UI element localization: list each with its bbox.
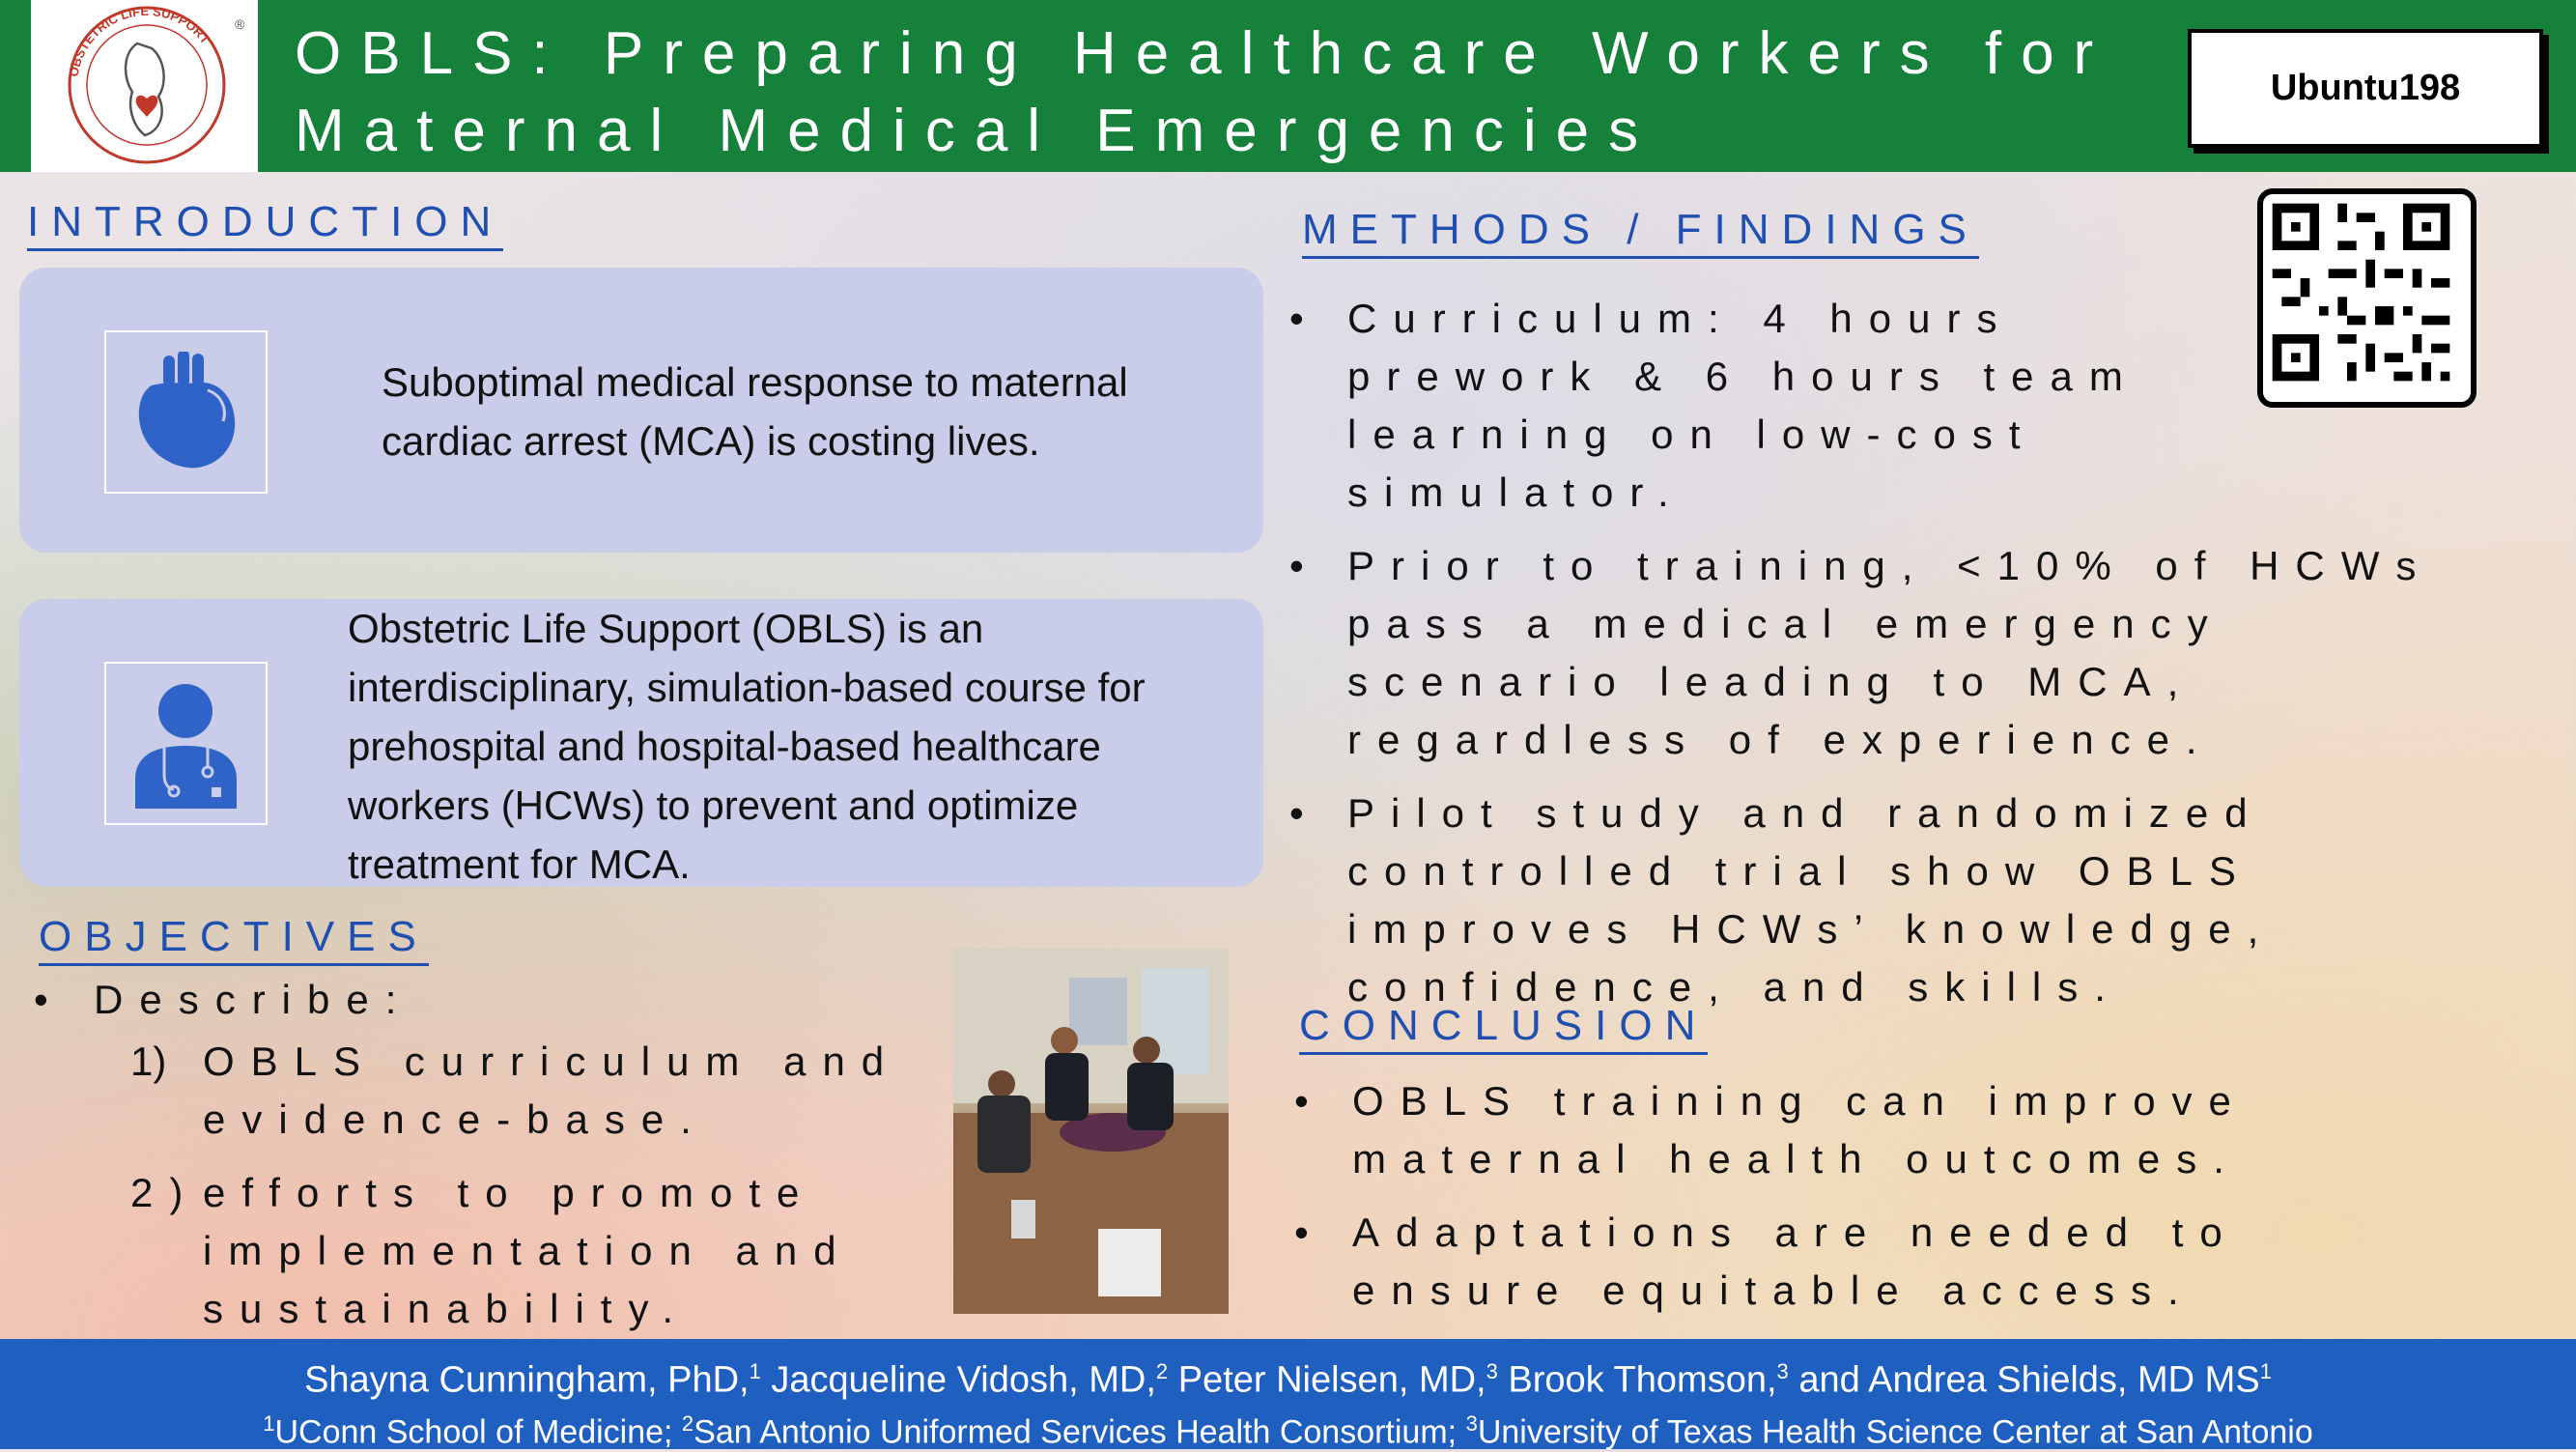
- author-name: Brook Thomson,: [1497, 1359, 1777, 1401]
- objectives-lead-text: Describe:: [94, 977, 413, 1022]
- objective-text: efforts to promote implementation and sustainability.: [203, 1170, 853, 1331]
- bullet-dot: •: [1289, 296, 1304, 341]
- title-line-2: Maternal Medical Emergencies: [295, 98, 1658, 164]
- intro-card-2: [19, 599, 1263, 887]
- objective-text: OBLS curriculum and evidence-base.: [203, 1039, 901, 1142]
- objectives-heading: OBJECTIVES: [39, 913, 429, 966]
- title-line-1: OBLS: Preparing Healthcare Workers for: [295, 20, 2113, 87]
- author-name: Peter Nielsen, MD,: [1168, 1359, 1486, 1401]
- objective-item: [34, 1164, 942, 1338]
- affiliation-name: San Antonio Uniformed Services Health Consortium;: [694, 1412, 1466, 1450]
- objectives-lead: [34, 971, 942, 1029]
- conclusion-bullet-text: OBLS training can improve maternal health outcomes.: [1352, 1078, 2248, 1182]
- conclusion-list: [1294, 1072, 2376, 1335]
- objective-number: 1): [130, 1039, 167, 1084]
- author-name: Jacqueline Vidosh, MD,: [760, 1359, 1156, 1401]
- affiliation-mark: 3: [1465, 1410, 1478, 1436]
- methods-bullet-text: Prior to training, <10% of HCWs pass a medical emergency scenario leading to MCA, regardless of experience.: [1347, 543, 2433, 762]
- objective-item: [34, 1033, 942, 1149]
- poster-title: [295, 15, 2226, 170]
- affiliation-mark: 1: [749, 1359, 761, 1383]
- affiliation-mark: 2: [681, 1410, 694, 1436]
- heart-icon-box: [104, 330, 268, 494]
- objectives-list: [34, 971, 942, 1338]
- bullet-dot: •: [1294, 1210, 1309, 1255]
- bullet-dot: •: [1294, 1078, 1309, 1124]
- intro-card-1-text: Suboptimal medical response to maternal cardiac arrest (MCA) is costing lives.: [382, 359, 1128, 464]
- introduction-heading: INTRODUCTION: [27, 198, 503, 251]
- doctor-icon-box: [104, 662, 268, 825]
- intro-card-1: [19, 268, 1263, 553]
- affiliation-mark: 3: [1486, 1359, 1498, 1383]
- footer-bar: [0, 1339, 2576, 1449]
- obls-logo: [31, 0, 258, 172]
- svg-text:®: ®: [235, 16, 245, 32]
- doctor-stethoscope-icon: [130, 678, 241, 809]
- training-photo: [953, 949, 1229, 1314]
- affiliation-mark: 1: [2259, 1359, 2272, 1383]
- methods-list: [1289, 290, 2477, 1032]
- affiliation-mark: 3: [1776, 1359, 1789, 1383]
- author-name: Shayna Cunningham, PhD,: [304, 1359, 750, 1401]
- intro-card-2-text: Obstetric Life Support (OBLS) is an interdisciplinary, simulation-based course for prehospital and hospital-based healthcare workers (HCWs) to prevent and optimize treatment for MCA.: [348, 606, 1146, 887]
- conclusion-bullet: [1294, 1204, 2376, 1320]
- bullet-dot: •: [34, 977, 48, 1022]
- affiliation-list: [0, 1404, 2576, 1452]
- affiliation-name: University of Texas Health Science Center at San Antonio: [1477, 1412, 2313, 1450]
- header-bar: [0, 0, 2576, 172]
- methods-bullet: [1289, 537, 2477, 769]
- conclusion-bullet: [1294, 1072, 2376, 1188]
- conclusion-heading: CONCLUSION: [1299, 1002, 1708, 1055]
- heart-organ-icon: [130, 352, 241, 472]
- bullet-dot: •: [1289, 543, 1304, 588]
- author-name: and Andrea Shields, MD MS: [1788, 1359, 2260, 1401]
- methods-bullet: [1289, 784, 2477, 1016]
- bullet-dot: •: [1289, 790, 1304, 836]
- methods-bullet-text: Curriculum: 4 hours prework & 6 hours team learning on low-cost simulator.: [1347, 296, 2139, 515]
- author-list: [0, 1349, 2576, 1404]
- affiliation-name: UConn School of Medicine;: [274, 1412, 682, 1450]
- methods-bullet-text: Pilot study and randomized controlled trial show OBLS improves HCWs’ knowledge, confidence, and skills.: [1347, 790, 2276, 1010]
- poster-id-box: Ubuntu198: [2188, 29, 2543, 148]
- affiliation-mark: 2: [1155, 1359, 1169, 1383]
- objective-number: 2): [130, 1170, 200, 1215]
- methods-bullet: [1289, 290, 2477, 522]
- affiliation-mark: 1: [263, 1410, 275, 1436]
- svg-text:OBSTETRIC LIFE SUPPORT: OBSTETRIC LIFE SUPPORT: [66, 3, 213, 78]
- methods-heading: METHODS / FINDINGS: [1302, 206, 1979, 259]
- conclusion-bullet-text: Adaptations are needed to ensure equitable access.: [1352, 1210, 2239, 1313]
